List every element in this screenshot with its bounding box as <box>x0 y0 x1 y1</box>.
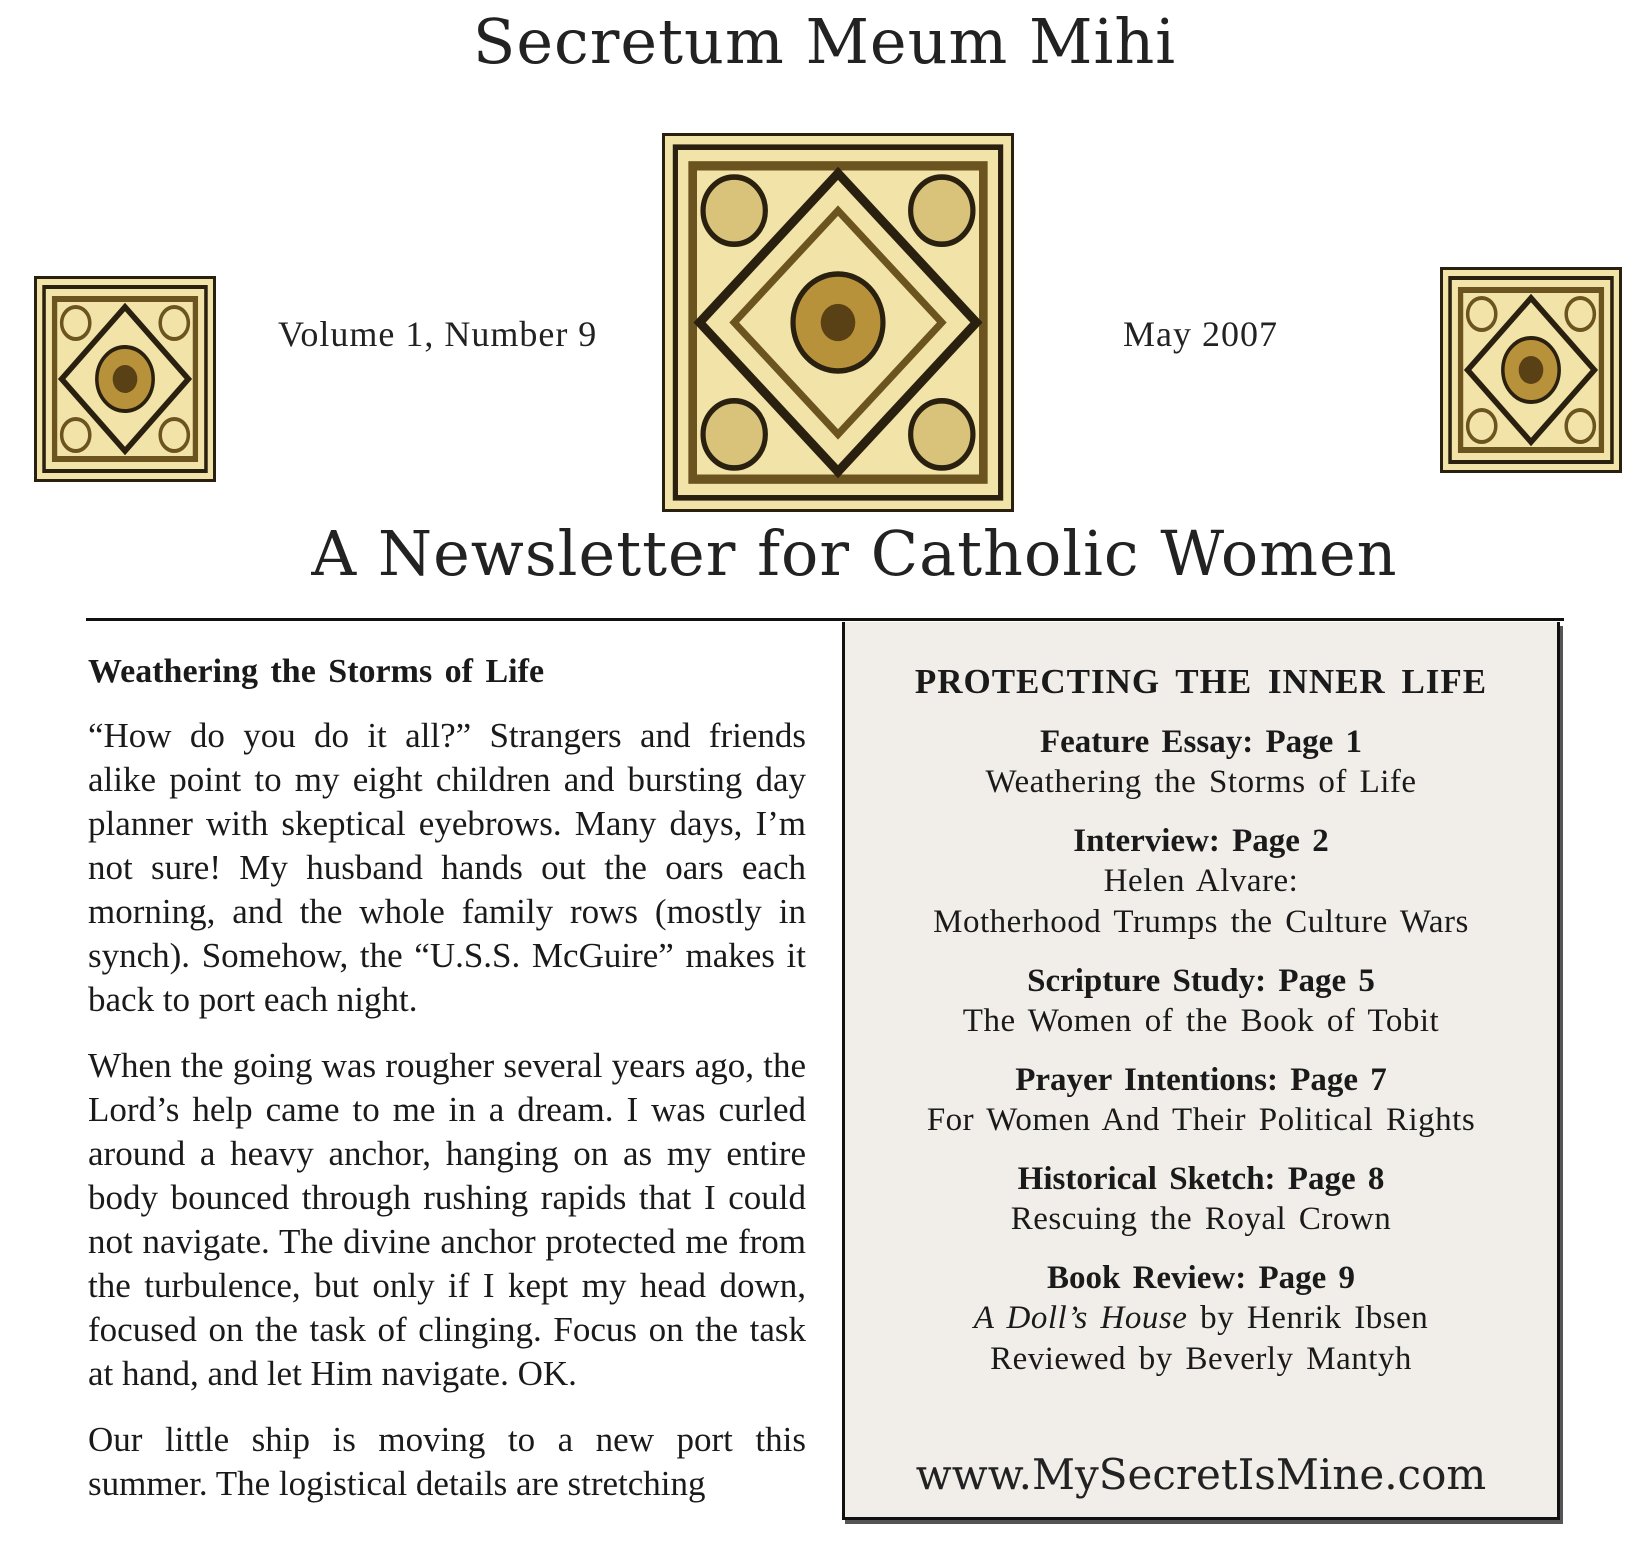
toc-entry-label: Historical Sketch: Page 8 <box>1017 1161 1385 1197</box>
toc-entry-book-review <box>845 1258 1557 1380</box>
article-paragraph: “How do you do it all?” Strangers and friends alike point to my eight children and bursting day planner with skeptical eyebrows. Many days, I’m not sure! My husband hands out the oars each morning, and the whole family rows (mostly in synch). Somehow, the “U.S.S. McGuire” makes it back to port each night. <box>88 716 806 1020</box>
newsletter-title: Secretum Meum Mihi <box>472 5 1177 78</box>
toc-entry-reviewer: Reviewed by Beverly Mantyh <box>990 1341 1412 1377</box>
toc-entry-title: Weathering the Storms of Life <box>985 764 1417 800</box>
issue-date: May 2007 <box>1123 314 1278 354</box>
article-heading: Weathering the Storms of Life <box>88 653 545 690</box>
toc-entry-label: Interview: Page 2 <box>1073 823 1329 859</box>
toc-entry-title: Helen Alvare: <box>1103 863 1299 899</box>
toc-entry-label: Feature Essay: Page 1 <box>1039 724 1363 760</box>
toc-entry-title: The Women of the Book of Tobit <box>962 1003 1440 1039</box>
toc-entry-interview <box>845 821 1557 943</box>
toc-entry-title: Rescuing the Royal Crown <box>1010 1201 1392 1237</box>
toc-entry-subtitle: Motherhood Trumps the Culture Wars <box>933 904 1469 940</box>
toc-entry-prayer-intentions <box>845 1060 1557 1141</box>
contents-heading: PROTECTING THE INNER LIFE <box>914 662 1488 701</box>
website-url: www.MySecretIsMine.com <box>915 1450 1487 1499</box>
book-title: A Doll’s House <box>973 1300 1188 1336</box>
newsletter-subtitle: A Newsletter for Catholic Women <box>311 517 1398 590</box>
feature-article <box>88 650 806 1528</box>
toc-entry-title <box>845 1298 1557 1339</box>
celtic-knot-ornament-left <box>34 276 216 482</box>
toc-entry-scripture-study <box>845 961 1557 1042</box>
toc-entry-feature-essay <box>845 722 1557 803</box>
masthead-divider <box>86 618 1564 621</box>
toc-entry-label: Prayer Intentions: Page 7 <box>1015 1062 1387 1098</box>
toc-entry-label: Book Review: Page 9 <box>1046 1260 1356 1296</box>
issue-volume: Volume 1, Number 9 <box>278 314 598 354</box>
article-paragraph: Our little ship is moving to a new port this summer. The logistical details are stretching <box>88 1420 806 1504</box>
book-author: by Henrik Ibsen <box>1187 1300 1429 1336</box>
table-of-contents <box>842 622 1560 1520</box>
toc-entry-title: For Women And Their Political Rights <box>926 1102 1476 1138</box>
article-paragraph: When the going was rougher several years ago, the Lord’s help came to me in a dream. I was curled around a heavy anchor, hanging on as my entire body bounced through rushing rapids that I could not navigate. The divine anchor protected me from the turbulence, but only if I kept my head down, focused on the task of clinging. Focus on the task at hand, and let Him navigate. OK. <box>88 1046 806 1394</box>
celtic-knot-ornament-center <box>662 133 1014 512</box>
toc-entry-label: Scripture Study: Page 5 <box>1027 963 1375 999</box>
celtic-knot-ornament-right <box>1440 267 1622 473</box>
toc-entry-historical-sketch <box>845 1159 1557 1240</box>
